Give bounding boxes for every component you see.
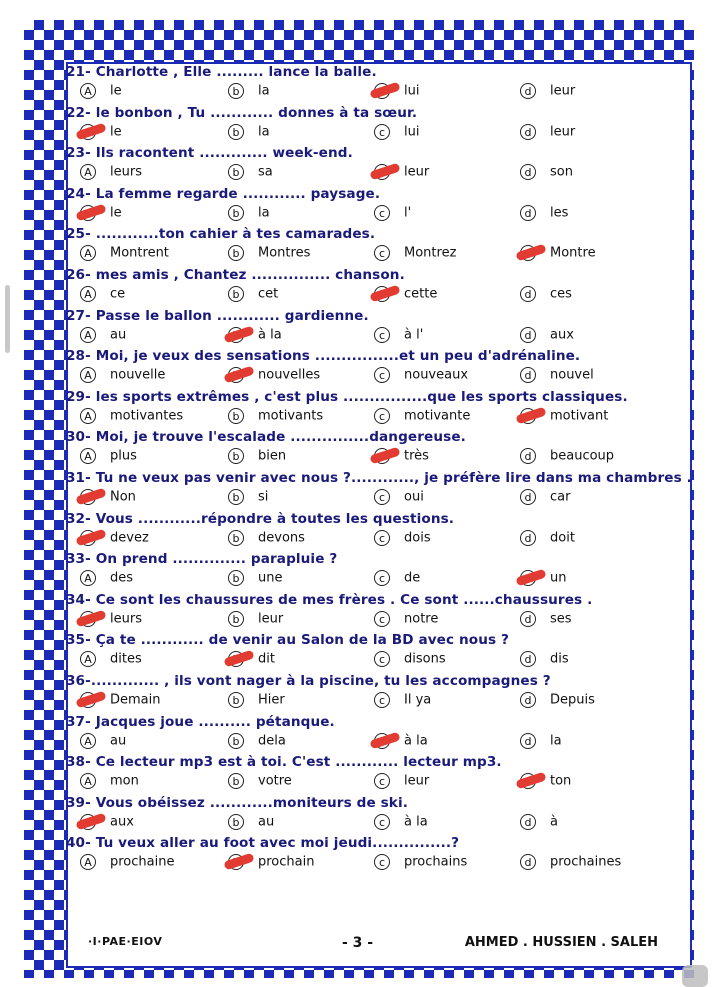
question-item	[66, 145, 656, 186]
answer-option[interactable]	[520, 814, 558, 830]
option-text: mon	[110, 773, 139, 789]
question-item	[66, 632, 656, 673]
answer-option[interactable]	[80, 692, 161, 708]
question-item	[66, 226, 656, 267]
question-item	[66, 754, 656, 795]
question-text: 40- Tu veux aller au foot avec moi jeudi...............?	[66, 835, 460, 852]
option-text: aux	[110, 814, 134, 830]
option-letter-circle: d	[520, 164, 536, 180]
answer-option[interactable]	[520, 692, 595, 708]
option-text: plus	[110, 448, 137, 464]
question-item	[66, 348, 656, 389]
option-letter-circle: A	[80, 286, 96, 302]
question-item	[66, 267, 656, 308]
answer-option[interactable]	[520, 570, 566, 586]
answer-option[interactable]	[374, 489, 424, 505]
option-text: leurs	[110, 164, 142, 180]
question-item	[66, 64, 656, 105]
option-letter-circle: A	[80, 651, 96, 667]
question-item	[66, 469, 692, 511]
answer-option[interactable]	[374, 854, 467, 870]
option-letter-circle: b	[228, 83, 244, 99]
option-text: dela	[258, 733, 286, 748]
answer-option[interactable]	[228, 408, 323, 424]
answer-option[interactable]	[80, 814, 134, 830]
answer-option[interactable]	[80, 408, 183, 424]
option-text: si	[258, 489, 269, 505]
answer-option[interactable]	[80, 448, 137, 464]
answer-option[interactable]	[80, 733, 126, 749]
option-text: Hier	[258, 692, 285, 708]
answer-option[interactable]	[228, 733, 286, 749]
option-letter-circle: d	[520, 489, 536, 505]
option-text: Montrez	[404, 245, 457, 261]
answer-option[interactable]	[520, 530, 575, 546]
option-letter-circle: c	[374, 530, 390, 546]
answer-option[interactable]	[228, 245, 310, 261]
option-letter-circle: b	[228, 530, 244, 546]
option-text: de	[404, 570, 421, 586]
option-letter-circle: c	[374, 570, 390, 586]
option-text: des	[110, 570, 134, 586]
option-letter-circle: b	[228, 692, 244, 708]
answer-option[interactable]	[228, 448, 286, 464]
answer-option[interactable]	[374, 570, 420, 586]
option-letter-circle: c	[374, 489, 390, 505]
answer-option[interactable]	[520, 733, 562, 749]
option-letter-circle: b	[228, 570, 244, 586]
option-text: disons	[404, 651, 446, 667]
option-text: le	[110, 83, 122, 99]
answer-option[interactable]	[520, 651, 569, 667]
option-text: leur	[404, 164, 430, 180]
answer-option[interactable]	[228, 164, 273, 180]
option-text: la	[258, 83, 270, 99]
answer-option[interactable]	[374, 245, 456, 261]
question-text: 23- Ils racontent ............. week-end.	[66, 145, 353, 162]
footer-code: ·I·PAE·EIOV	[88, 935, 163, 948]
option-text: votre	[258, 773, 292, 789]
option-text: à la	[258, 327, 282, 343]
option-letter-circle: A	[80, 164, 96, 180]
answer-option[interactable]	[80, 611, 142, 627]
option-text: prochains	[404, 854, 468, 870]
option-text: devons	[258, 530, 305, 546]
question-text: 21- Charlotte , Elle ......... lance la balle.	[66, 64, 377, 80]
option-letter-circle: b	[228, 245, 244, 261]
question-item	[66, 795, 656, 836]
answer-option[interactable]	[228, 570, 282, 586]
option-text: les	[550, 205, 569, 221]
option-text: sa	[258, 164, 273, 180]
option-text: à la	[404, 733, 428, 748]
option-text: motivant	[550, 408, 609, 424]
option-text: lui	[404, 83, 420, 99]
option-text: dis	[550, 651, 569, 667]
option-text: ton	[550, 773, 572, 789]
option-letter-circle: A	[80, 854, 96, 870]
option-text: Demain	[110, 692, 161, 708]
option-text: au	[110, 733, 127, 748]
page-number: - 3 -	[342, 935, 374, 951]
option-text: car	[550, 489, 571, 505]
answer-option[interactable]	[374, 530, 431, 546]
answer-option[interactable]	[374, 83, 419, 99]
option-text: leurs	[110, 611, 142, 627]
option-letter-circle: b	[228, 408, 244, 424]
option-letter-circle: c	[374, 367, 390, 383]
option-text: son	[550, 164, 573, 180]
option-letter-circle: b	[228, 611, 244, 627]
option-text: un	[550, 570, 567, 586]
answer-option[interactable]	[80, 367, 165, 383]
option-letter-circle: A	[80, 83, 96, 99]
option-letter-circle: A	[80, 367, 96, 383]
option-letter-circle: b	[228, 489, 244, 505]
question-text: 37- Jacques joue .......... pétanque.	[66, 713, 335, 730]
option-text: nouveaux	[404, 367, 469, 383]
answer-option[interactable]	[520, 124, 575, 140]
option-text: ce	[110, 286, 126, 302]
question-text: 38- Ce lecteur mp3 est à toi. C'est ............ lecteur mp3.	[66, 754, 502, 771]
question-list	[66, 64, 692, 876]
question-item	[66, 308, 656, 349]
option-letter-circle: A	[80, 327, 96, 343]
answer-option[interactable]	[228, 124, 270, 140]
answer-option[interactable]	[80, 570, 133, 586]
answer-option[interactable]	[80, 286, 125, 302]
option-text: Non	[110, 489, 136, 505]
option-letter-circle: c	[374, 692, 390, 708]
option-text: très	[404, 448, 429, 464]
option-letter-circle: d	[520, 205, 536, 221]
question-item	[66, 389, 656, 430]
option-text: lui	[404, 124, 420, 140]
answer-option[interactable]	[520, 205, 568, 221]
option-text: nouvelles	[258, 367, 321, 383]
question-text: 36-............. , ils vont nager à la piscine, tu les accompagnes ?	[66, 672, 551, 689]
answer-option[interactable]	[520, 448, 614, 464]
option-letter-circle: A	[80, 773, 96, 789]
answer-option[interactable]	[80, 124, 122, 140]
option-letter-circle: d	[520, 286, 536, 302]
answer-option[interactable]	[520, 327, 574, 343]
option-letter-circle: b	[228, 205, 244, 221]
answer-option[interactable]	[520, 367, 594, 383]
option-letter-circle: b	[228, 733, 244, 749]
scrollbar-thumb[interactable]	[5, 285, 10, 353]
option-text: la	[258, 124, 270, 140]
option-text: Montres	[258, 245, 311, 261]
question-item	[66, 186, 656, 227]
answer-option[interactable]	[520, 286, 572, 302]
option-text: prochain	[258, 854, 315, 870]
option-letter-circle: c	[374, 773, 390, 789]
answer-option[interactable]	[80, 651, 142, 667]
option-text: dois	[404, 530, 431, 546]
option-letter-circle: d	[520, 83, 536, 99]
option-text: à l'	[404, 327, 424, 343]
answer-option[interactable]	[80, 530, 149, 546]
option-text: au	[258, 814, 275, 830]
answer-option[interactable]	[228, 692, 285, 708]
option-letter-circle: c	[374, 814, 390, 830]
answer-option[interactable]	[374, 611, 438, 627]
option-text: cet	[258, 286, 279, 302]
answer-option[interactable]	[228, 83, 270, 99]
option-letter-circle: b	[228, 814, 244, 830]
answer-option[interactable]	[80, 327, 126, 343]
answer-option[interactable]	[80, 205, 122, 221]
option-letter-circle: d	[520, 814, 536, 830]
answer-option[interactable]	[374, 733, 428, 749]
question-item	[66, 511, 656, 552]
option-letter-circle: d	[520, 124, 536, 140]
option-letter-circle: A	[80, 448, 96, 464]
option-letter-circle: d	[520, 367, 536, 383]
question-text: 22- le bonbon , Tu ............ donnes à ta sœur.	[66, 104, 418, 121]
answer-option[interactable]	[374, 773, 429, 789]
option-letter-circle: b	[228, 448, 244, 464]
answer-option[interactable]	[374, 651, 446, 667]
option-letter-circle: d	[520, 530, 536, 546]
answer-option[interactable]	[80, 773, 139, 789]
option-text: beaucoup	[550, 448, 615, 464]
question-text: 33- On prend .............. parapluie ?	[66, 551, 338, 568]
answer-option[interactable]	[374, 205, 411, 221]
question-text: 29- les sports extrêmes , c'est plus ................que les sports classiques.	[66, 388, 628, 405]
answer-option[interactable]	[374, 164, 429, 180]
question-text: 24- La femme regarde ............ paysage.	[66, 185, 381, 202]
option-letter-circle: b	[228, 773, 244, 789]
answer-option[interactable]	[374, 367, 468, 383]
option-text: aux	[550, 327, 574, 343]
answer-option[interactable]	[80, 854, 174, 870]
option-letter-circle: d	[520, 733, 536, 749]
answer-option[interactable]	[228, 854, 314, 870]
question-text: 35- Ça te ............ de venir au Salon de la BD avec nous ?	[66, 632, 509, 649]
answer-option[interactable]	[374, 692, 431, 708]
option-text: nouvelle	[110, 367, 166, 383]
option-text: une	[258, 570, 283, 586]
option-text: Montre	[550, 245, 596, 261]
question-item	[66, 105, 656, 146]
question-text: 30- Moi, je trouve l'escalade ...............dangereuse.	[66, 429, 466, 446]
option-text: la	[550, 733, 562, 748]
answer-option[interactable]	[374, 286, 437, 302]
option-text: Depuis	[550, 692, 595, 708]
question-text: 27- Passe le ballon ............ gardienne.	[66, 307, 369, 324]
option-text: dites	[110, 651, 142, 667]
author-name: AHMED . HUSSIEN . SALEH	[464, 935, 658, 950]
answer-option[interactable]	[374, 327, 423, 343]
option-text: doit	[550, 530, 575, 546]
answer-option[interactable]	[228, 773, 292, 789]
option-text: leur	[550, 124, 576, 140]
option-text: à	[550, 814, 558, 830]
answer-option[interactable]	[374, 124, 419, 140]
option-letter-circle: b	[228, 164, 244, 180]
answer-option[interactable]	[374, 814, 428, 830]
question-text: 34- Ce sont les chaussures de mes frères . Ce sont ......chaussures .	[66, 591, 593, 608]
option-letter-circle: A	[80, 245, 96, 261]
answer-option[interactable]	[520, 854, 621, 870]
option-text: la	[258, 205, 270, 221]
option-letter-circle: A	[80, 408, 96, 424]
option-text: le	[110, 124, 122, 140]
answer-option[interactable]	[80, 164, 142, 180]
option-text: au	[110, 327, 127, 343]
option-letter-circle: c	[374, 611, 390, 627]
answer-option[interactable]	[80, 489, 136, 505]
question-item	[66, 835, 656, 876]
option-text: oui	[404, 489, 424, 505]
option-letter-circle: c	[374, 854, 390, 870]
question-text: 32- Vous ............répondre à toutes les questions.	[66, 510, 455, 527]
option-text: ces	[550, 286, 572, 302]
page-indicator-badge[interactable]	[682, 965, 708, 987]
option-text: Il ya	[404, 692, 432, 708]
answer-option[interactable]	[228, 367, 320, 383]
question-text: 31- Tu ne veux pas venir avec nous ?............, je préfère lire dans ma chambres .	[66, 469, 692, 486]
option-text: dit	[258, 651, 275, 667]
answer-option[interactable]	[228, 814, 274, 830]
option-text: motivante	[404, 408, 471, 424]
answer-option[interactable]	[228, 205, 270, 221]
option-letter-circle: c	[374, 205, 390, 221]
option-letter-circle: c	[374, 327, 390, 343]
option-text: prochaine	[110, 854, 175, 870]
option-text: bien	[258, 448, 287, 464]
option-letter-circle: d	[520, 854, 536, 870]
answer-option[interactable]	[520, 164, 573, 180]
option-letter-circle: c	[374, 245, 390, 261]
option-letter-circle: d	[520, 692, 536, 708]
question-text: 25- ............ton cahier à tes camarades.	[66, 226, 376, 243]
option-text: leur	[258, 611, 284, 627]
option-letter-circle: c	[374, 124, 390, 140]
question-item	[66, 551, 656, 592]
answer-option[interactable]	[374, 448, 429, 464]
option-text: le	[110, 205, 122, 221]
option-text: à la	[404, 814, 428, 830]
option-letter-circle: d	[520, 327, 536, 343]
answer-option[interactable]	[520, 611, 572, 627]
answer-option[interactable]	[374, 408, 470, 424]
option-text: motivants	[258, 408, 324, 424]
page-footer	[88, 935, 658, 955]
question-item	[66, 714, 656, 755]
question-text: 26- mes amis , Chantez ............... chanson.	[66, 266, 405, 283]
option-letter-circle: A	[80, 733, 96, 749]
option-text: leur	[550, 83, 576, 99]
option-letter-circle: b	[228, 124, 244, 140]
question-item	[66, 592, 656, 633]
option-text: cette	[404, 286, 438, 302]
answer-option[interactable]	[228, 530, 305, 546]
option-text: l'	[404, 205, 412, 221]
option-letter-circle: b	[228, 286, 244, 302]
answer-option[interactable]	[520, 408, 608, 424]
option-text: prochaines	[550, 854, 622, 870]
option-text: notre	[404, 611, 439, 627]
question-text: 39- Vous obéissez ............moniteurs de ski.	[66, 794, 408, 811]
option-text: leur	[404, 773, 430, 789]
option-text: nouvel	[550, 367, 594, 383]
answer-option[interactable]	[80, 245, 169, 261]
question-text: 28- Moi, je veux des sensations ................et un peu d'adrénaline.	[66, 348, 581, 365]
option-text: Montrent	[110, 245, 169, 261]
answer-option[interactable]	[520, 489, 570, 505]
option-text: devez	[110, 530, 149, 546]
answer-option[interactable]	[228, 651, 275, 667]
option-letter-circle: d	[520, 611, 536, 627]
answer-option[interactable]	[228, 611, 283, 627]
option-letter-circle: c	[374, 408, 390, 424]
option-letter-circle: d	[520, 651, 536, 667]
option-letter-circle: d	[520, 448, 536, 464]
answer-option[interactable]	[520, 773, 571, 789]
option-letter-circle: c	[374, 651, 390, 667]
option-letter-circle: A	[80, 570, 96, 586]
answer-option[interactable]	[80, 83, 122, 99]
answer-option[interactable]	[520, 245, 596, 261]
answer-option[interactable]	[228, 327, 282, 343]
option-text: motivantes	[110, 408, 184, 424]
answer-option[interactable]	[228, 286, 278, 302]
question-item	[66, 429, 656, 470]
answer-option[interactable]	[520, 83, 575, 99]
answer-option[interactable]	[228, 489, 268, 505]
option-text: ses	[550, 611, 572, 627]
question-item	[66, 673, 656, 714]
